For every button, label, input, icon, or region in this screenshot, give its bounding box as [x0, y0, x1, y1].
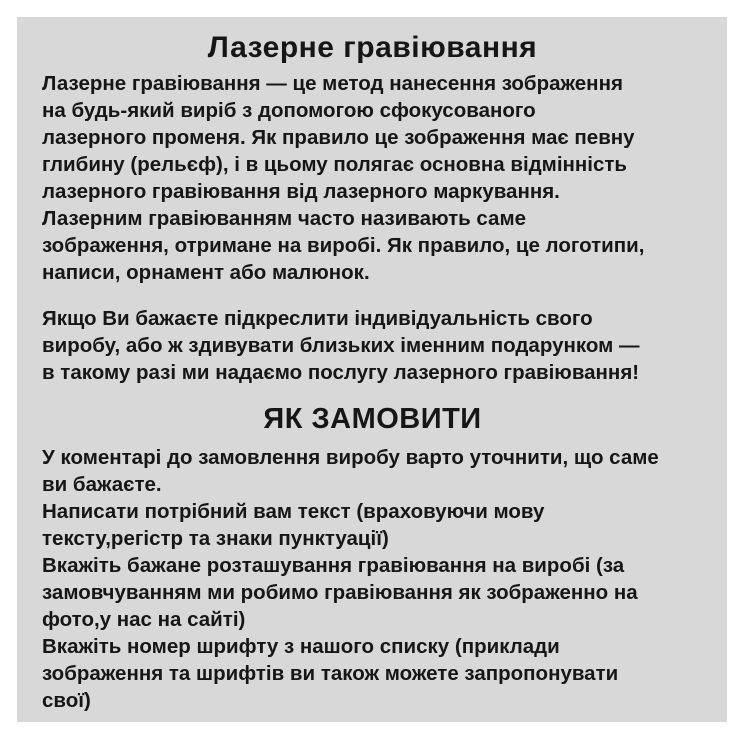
text-line: свої) — [42, 689, 91, 712]
text-line: Вкажіть бажане розташування гравіювання на виробі (за — [42, 554, 625, 577]
page-title: Лазерне гравіювання — [207, 31, 538, 64]
how-to-order-heading: ЯК ЗАМОВИТИ — [263, 403, 482, 435]
text-line: написи, орнамент або малюнок. — [42, 261, 370, 284]
text-line: зображення, отримане на виробі. Як правило, це логотипи, — [42, 234, 645, 257]
text-line: в такому разі ми надаємо послугу лазерного гравіювання! — [42, 361, 640, 384]
text-line: Лазерне гравіювання — це метод нанесення зображення — [42, 72, 623, 95]
content-panel — [17, 17, 727, 722]
text-line: Якщо Ви бажаєте підкреслити індивідуальність свого — [42, 307, 593, 330]
text-line: фото,у нас на сайті) — [42, 608, 246, 631]
text-line: У коментарі до замовлення виробу варто уточнити, що саме — [42, 446, 659, 469]
text-line: лазерного променя. Як правило це зображення має певну — [42, 126, 635, 149]
text-line: Вкажіть номер шрифту з нашого списку (приклади — [42, 635, 560, 658]
intro-paragraph — [42, 70, 703, 286]
text-line: Лазерним гравіюванням часто називають саме — [42, 207, 527, 230]
text-line: Написати потрібний вам текст (враховуючи мову — [42, 500, 545, 523]
offer-paragraph — [42, 305, 703, 386]
text-line: ви бажаєте. — [42, 473, 162, 496]
text-line: на будь-який виріб з допомогою сфокусованого — [42, 99, 536, 122]
text-line: виробу, або ж здивувати близьких іменним подарунком — — [42, 334, 640, 357]
text-line: тексту,регістр та знаки пунктуації) — [42, 527, 389, 550]
text-line: замовчуванням ми робимо гравіювання як зображенно на — [42, 581, 638, 604]
text-line: глибину (рельєф), і в цьому полягає основна відмінність — [42, 153, 628, 176]
order-instructions — [42, 444, 703, 714]
text-line: лазерного гравіювання від лазерного маркування. — [42, 180, 560, 203]
text-line: зображення та шрифтів ви також можете запропонувати — [42, 662, 619, 685]
